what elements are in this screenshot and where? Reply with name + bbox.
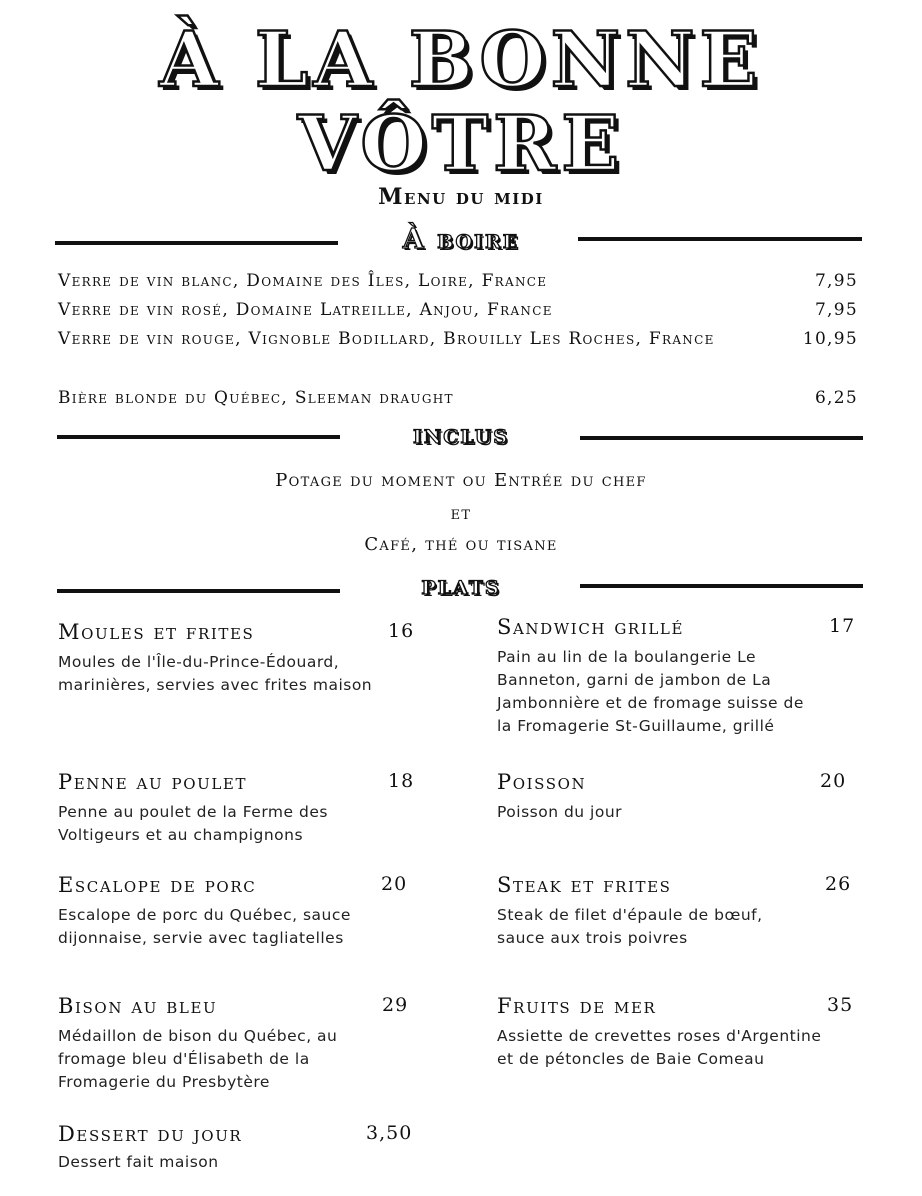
- dish-description: Assiette de crevettes roses d'Argentine et de pétoncles de Baie Comeau: [497, 1027, 822, 1068]
- inclus-line: Café, thé ou tisane: [364, 534, 558, 555]
- inclus-line: Potage du moment ou Entrée du chef: [275, 470, 647, 491]
- dish-name: Moules et frites: [58, 620, 255, 644]
- dish-description: Moules de l'Île-du-Prince-Édouard, marinières, servies avec frites maison: [58, 653, 373, 694]
- drink-price: 7,95: [814, 300, 858, 320]
- dish-price: 20: [381, 873, 408, 895]
- restaurant-name-line-1: À LA BONNE: [159, 15, 763, 104]
- dish-description: Escalope de porc du Québec, sauce dijonnaise, servie avec tagliatelles: [58, 906, 351, 947]
- drink-item: [58, 296, 858, 325]
- inclus-line: et: [450, 503, 472, 524]
- dish-description: Poisson du jour: [497, 803, 623, 821]
- drink-price: 7,95: [814, 271, 858, 291]
- drink-name: Verre de vin rouge, Vignoble Bodillard, Brouilly Les Roches, France: [58, 329, 715, 349]
- drink-name: Verre de vin blanc, Domaine des Îles, Loire, France: [58, 271, 548, 291]
- restaurant-name-line-2: VÔTRE: [297, 99, 625, 188]
- dish-name: Dessert du jour: [58, 1122, 243, 1146]
- dish-description: Médaillon de bison du Québec, au fromage bleu d'Élisabeth de la Fromagerie du Presbytère: [58, 1027, 338, 1091]
- dish-name: Bison au bleu: [58, 994, 218, 1018]
- drink-item: [58, 325, 858, 354]
- section-title-plats: plats: [421, 570, 501, 601]
- dish-price: 26: [825, 873, 852, 895]
- dish-price: 16: [388, 620, 415, 642]
- dish-name: Penne au poulet: [58, 770, 248, 794]
- dish-description: Pain au lin de la boulangerie Le Banneton, garni de jambon de La Jambonnière et de fromage suisse de la Fromagerie St-Guillaume, grillé: [497, 648, 804, 735]
- dish-name: Escalope de porc: [58, 873, 257, 897]
- dish-price: 35: [827, 994, 854, 1016]
- menu-subtitle: Menu du midi: [378, 184, 544, 210]
- dish-name: Fruits de mer: [497, 994, 657, 1018]
- dish-description: Penne au poulet de la Ferme des Voltigeurs et au champignons: [58, 803, 328, 844]
- dish-description: Dessert fait maison: [58, 1153, 219, 1171]
- dish-name: Steak et frites: [497, 873, 672, 897]
- dish-description: Steak de filet d'épaule de bœuf, sauce aux trois poivres: [497, 906, 763, 947]
- dish-price: 20: [820, 770, 847, 792]
- drink-name: Bière blonde du Québec, Sleeman draught: [58, 388, 454, 408]
- dish-price: 29: [382, 994, 409, 1016]
- drink-price: 6,25: [814, 388, 858, 408]
- section-title-boire: À boire: [402, 224, 520, 255]
- dish-price: 17: [829, 615, 856, 637]
- drink-item: [58, 384, 858, 413]
- dish-price: 3,50: [366, 1122, 413, 1144]
- dish-price: 18: [388, 770, 415, 792]
- drink-price: 10,95: [802, 329, 858, 349]
- dish-name: Sandwich grillé: [497, 615, 685, 639]
- dish-name: Poisson: [497, 770, 587, 794]
- drink-item: [58, 267, 858, 296]
- drink-name: Verre de vin rosé, Domaine Latreille, Anjou, France: [58, 300, 553, 320]
- section-title-inclus: inclus: [413, 419, 509, 450]
